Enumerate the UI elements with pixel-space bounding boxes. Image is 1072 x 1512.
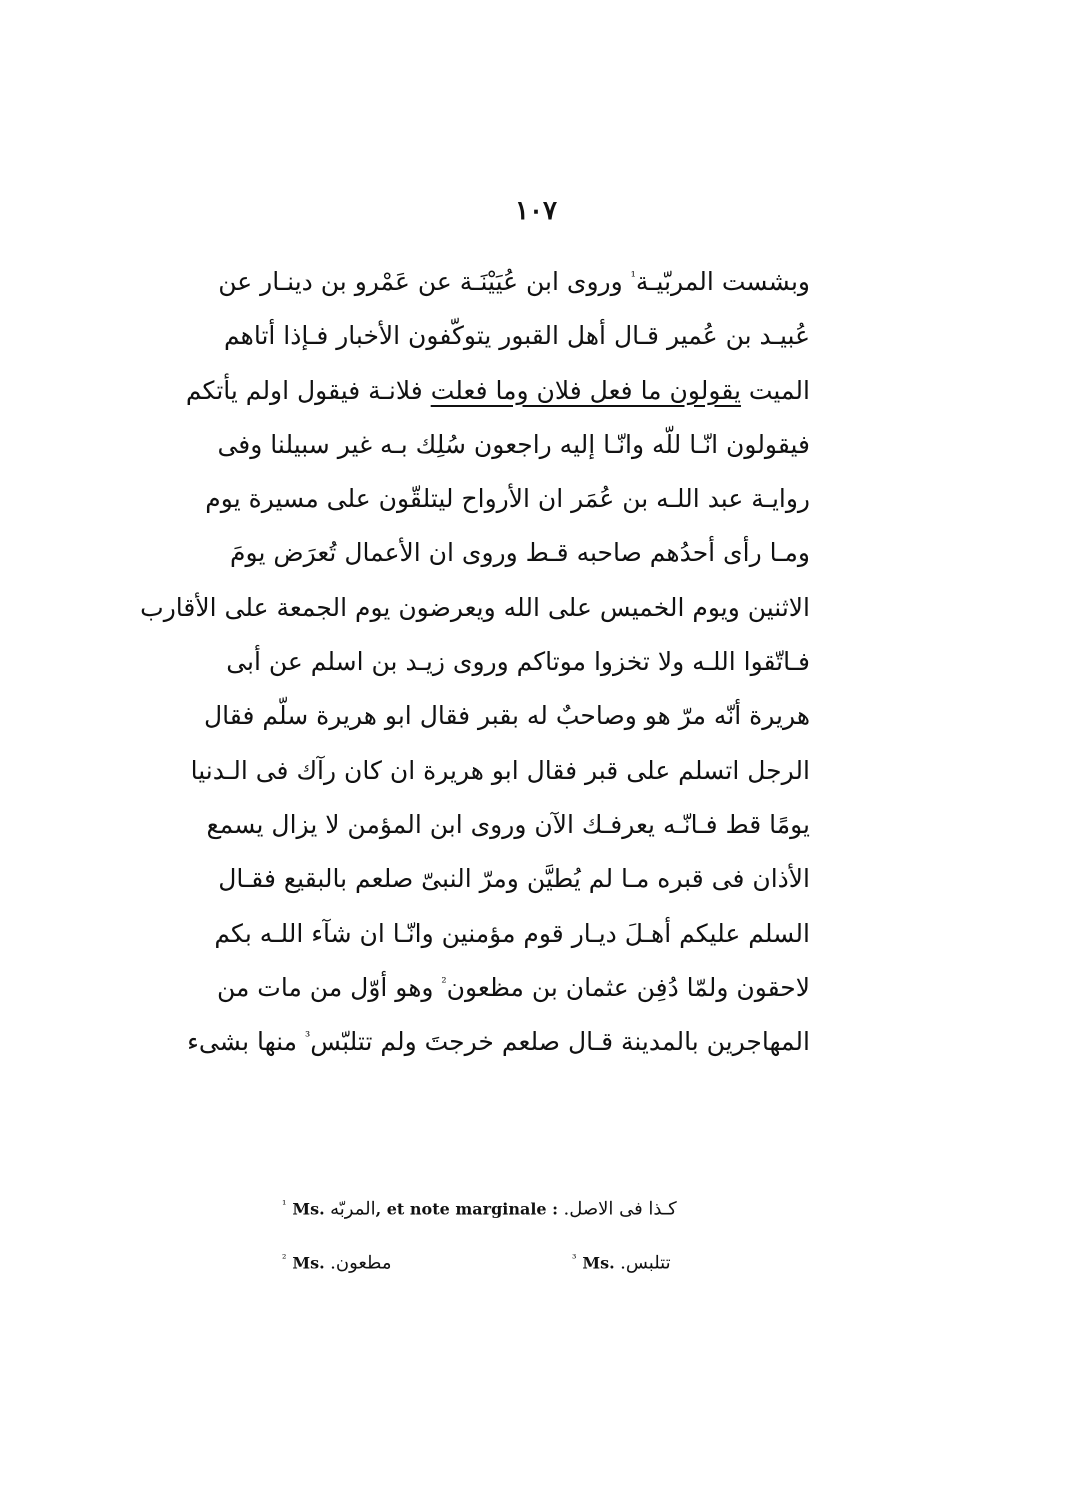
text-line-9: هريرة أنّه مرّ هو وصاحبٌ له بقبر فقال ابو هريرة سلّم فقال xyxy=(204,701,810,731)
footnote-row-2 xyxy=(282,1252,802,1306)
text-line-8: فـاتّقوا اللـه ولا تخزوا موتاكم وروى زيـد بن اسلم عن أبى xyxy=(226,647,810,677)
text-line-1: وبشست المربّيـة$^{^1}$ وروى ابن عُيَيْنَـة عن عَمْرو بن دينـار عن xyxy=(218,267,810,296)
text-line-4: فيقولون انّـا للّه وانّـا إليه راجعون سُلِك بـه غير سبيلنا وفى xyxy=(217,429,810,459)
text-line-11: يومًا قط فـانّـه يعرفـك الآن وروى ابن المؤمن لا يزال يسمع xyxy=(206,809,810,839)
footnote-1-marginal: كـذا فى الاصل. xyxy=(563,1198,677,1220)
text-line-6: ومـا رأى أحدُهم صاحبه قـط وروى ان الأعمال تُعرَض يومَ xyxy=(230,538,810,568)
footnotes xyxy=(282,1198,802,1306)
text-line-14: لاحقون ولمّا دُفِن عثمان بن مظعون$^{^2}$ وهو أوّل من مات من xyxy=(216,972,810,1002)
text-line-13: السلم عليكم أهـلَ ديـار قوم مؤمنين وانّـا ان شآء اللـه بكم xyxy=(214,918,810,948)
footnote-ref-3: ³ xyxy=(305,1029,311,1045)
footnote-2: $^{^2}$ Ms. مطعون. xyxy=(282,1252,392,1274)
text-line-2: عُبيـد بن عُمير قـال أهل القبور يتوكّفون الأخبار فـإذا أتاهم xyxy=(224,321,810,351)
text-line-10: الرجل اتسلم على قبر فقال ابو هريرة ان كان رآك فى الـدنيا xyxy=(190,755,810,785)
footnote-mark-1: ¹ xyxy=(282,1198,287,1211)
body-text xyxy=(140,255,810,1069)
footnote-ref-1: ¹ xyxy=(630,269,636,285)
footnote-3: $^{^3}$ Ms. تتلبس. xyxy=(572,1252,671,1274)
text-line-15: المهاجرين بالمدينة قـال صلعم خرجتَ ولم تتلبّس$^{^3}$ منها بشىء xyxy=(187,1027,810,1057)
footnote-mark-3: ³ xyxy=(572,1252,577,1265)
footnote-1: $^{^1}$ Ms. المربّه, et note marginale : كـذا فى الاصل. xyxy=(282,1198,677,1220)
footnote-ref-2: ² xyxy=(441,975,447,991)
text-line-5: روايـة عبد اللـه بن عُمَر ان الأرواح ليتلقّون على مسيرة يوم xyxy=(205,484,810,514)
text-line-12: الأذان فى قبره مـا لم يُطيَّن ومرّ النبىّ صلعم بالبقيع فقـال xyxy=(218,864,810,894)
footnote-row-1 xyxy=(282,1198,802,1252)
footnote-2-form: مطعون. xyxy=(330,1252,392,1274)
text-line-3: الميت يقولون ما فعل فلان وما فعلت فلانـة فيقول اولم يأتكم xyxy=(185,375,810,405)
footnote-1-ms-form: المربّه xyxy=(330,1198,376,1220)
text-line-7: الاثنين ويوم الخميس على الله ويعرضون يوم الجمعة على الأقارب xyxy=(140,592,810,622)
underlined-phrase: يقولون ما فعل فلان وما فعلت xyxy=(430,375,741,405)
page-number: ١٠٧ xyxy=(515,196,557,226)
footnote-3-form: تتلبس. xyxy=(620,1252,671,1274)
footnote-mark-2: ² xyxy=(282,1252,287,1265)
